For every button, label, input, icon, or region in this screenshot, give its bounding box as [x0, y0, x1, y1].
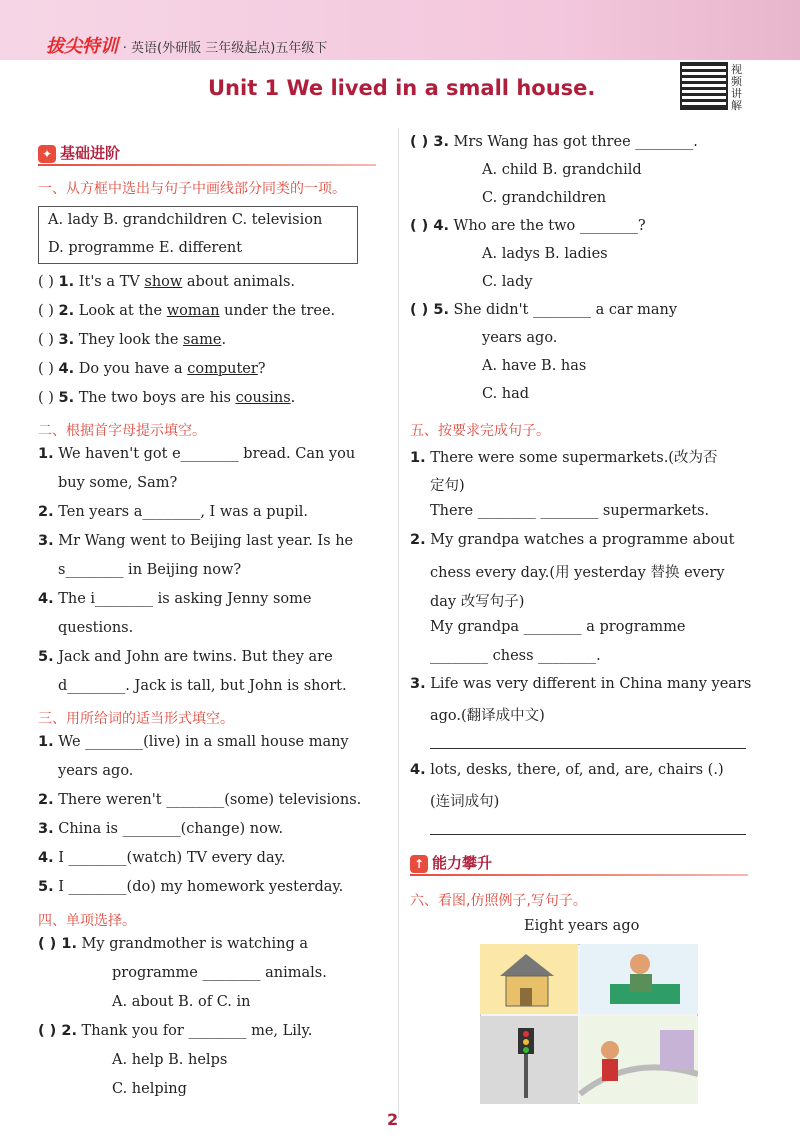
question-text: There weren't ________(some) televisions. — [53, 792, 362, 808]
question-line — [58, 763, 133, 779]
question-text: questions. — [58, 620, 134, 636]
question-line — [410, 532, 734, 548]
question-text: C. grandchildren — [482, 190, 607, 206]
picture-caption: Eight years ago — [524, 918, 640, 934]
answer-bracket: ( ) — [38, 361, 59, 377]
underlined-word: computer — [187, 361, 258, 377]
part6-heading: 六、看图,仿照例子,写句子。 — [410, 893, 587, 909]
question-text: The two boys are his — [74, 390, 236, 406]
question-number: 1. — [38, 446, 54, 462]
answer-bracket: ( ) — [38, 332, 59, 348]
question-line — [410, 676, 751, 692]
question-text: China is ________(change) now. — [53, 821, 284, 837]
question-line — [430, 561, 725, 582]
question-line — [58, 562, 241, 578]
question-text: I ________(watch) TV every day. — [53, 850, 286, 866]
unit-title: Unit 1 We lived in a small house. — [208, 76, 596, 100]
question-text: Who are the two ________? — [448, 218, 646, 234]
header — [46, 32, 327, 58]
question-text: A. child B. grandchild — [482, 162, 642, 178]
question-text: Do you have a — [74, 361, 188, 377]
choice-line — [410, 302, 677, 318]
choice-line — [38, 1023, 312, 1039]
book-subtitle: · 英语(外研版 三年级起点)五年级下 — [122, 41, 328, 56]
question-text: We ________(live) in a small house many — [53, 734, 349, 750]
question-text: C. lady — [482, 274, 533, 290]
question-text: under the tree. — [219, 303, 336, 319]
question-text: ________ chess ________. — [430, 648, 601, 664]
choice-line — [410, 134, 698, 150]
question-text: A. about B. of C. in — [112, 994, 251, 1010]
section-underline — [38, 164, 376, 166]
question-text: buy some, Sam? — [58, 475, 178, 491]
question-number: 1. — [38, 734, 54, 750]
question-line — [38, 390, 295, 406]
question-text: We haven't got e________ bread. Can you — [53, 446, 356, 462]
rocket-icon: ↑ — [410, 855, 428, 873]
choice-line — [112, 1052, 227, 1068]
choice-line — [482, 358, 586, 374]
question-line — [430, 474, 465, 495]
question-text: years ago. — [482, 330, 558, 346]
question-number: 4. — [38, 850, 54, 866]
question-number: 2. — [58, 303, 75, 319]
question-line — [38, 821, 283, 837]
brand-logo: 拔尖特训 — [46, 36, 118, 57]
question-line — [410, 762, 724, 778]
part1-heading: 一、从方框中选出与句子中画线部分同类的一项。 — [38, 181, 346, 197]
answer-line[interactable] — [430, 834, 746, 835]
question-text: ago.(翻译成中文) — [430, 708, 545, 724]
question-line — [38, 734, 349, 750]
choice-line — [482, 246, 608, 262]
question-text: She didn't ________ a car many — [448, 302, 678, 318]
question-number: ( ) 1. — [38, 936, 77, 952]
underlined-word: same — [183, 332, 222, 348]
question-text: . — [290, 390, 296, 406]
question-text: Ten years a________, I was a pupil. — [53, 504, 309, 520]
qr-label: 视频讲解 — [731, 63, 742, 112]
question-text: lots, desks, there, of, and, are, chairs (.) — [425, 762, 724, 778]
question-text: My grandmother is watching a — [76, 936, 308, 952]
question-text: Mr Wang went to Beijing last year. Is he — [53, 533, 354, 549]
column-divider — [398, 128, 399, 1118]
answer-bracket: ( ) — [38, 390, 59, 406]
question-number: 5. — [38, 879, 54, 895]
question-line — [38, 361, 266, 377]
question-number: ( ) 5. — [410, 302, 449, 318]
question-number: 4. — [38, 591, 54, 607]
choice-line — [112, 994, 250, 1010]
question-number: 2. — [38, 504, 54, 520]
question-text: I ________(do) my homework yesterday. — [53, 879, 344, 895]
answer-bracket: ( ) — [38, 303, 59, 319]
question-text: years ago. — [58, 763, 134, 779]
question-number: 4. — [410, 762, 426, 778]
question-line — [38, 533, 353, 549]
question-line — [430, 790, 499, 811]
question-line — [58, 475, 177, 491]
question-number: 4. — [58, 361, 75, 377]
choice-line — [112, 965, 327, 981]
question-text: A. have B. has — [482, 358, 587, 374]
runner-icon: ✦ — [38, 145, 56, 163]
question-text: Life was very different in China many years — [425, 676, 752, 692]
question-number: 2. — [410, 532, 426, 548]
question-number: 1. — [58, 274, 75, 290]
question-text: They look the — [74, 332, 184, 348]
question-text: Jack and John are twins. But they are — [53, 649, 333, 665]
choice-line — [38, 936, 308, 952]
question-text: C. had — [482, 386, 530, 402]
question-line — [58, 620, 133, 636]
question-text: Mrs Wang has got three ________. — [448, 134, 698, 150]
question-line — [58, 678, 347, 694]
section-underline — [410, 874, 748, 876]
choice-line — [482, 190, 606, 206]
underlined-word: show — [144, 274, 183, 290]
word-box-line: D. programme E. different — [48, 240, 243, 256]
question-line — [38, 274, 295, 290]
question-number: 3. — [410, 676, 426, 692]
question-line — [38, 303, 335, 319]
section-advanced-label: 能力攀升 — [432, 854, 493, 872]
question-text: ? — [257, 361, 266, 377]
question-text: 定句) — [430, 478, 465, 494]
question-text: . — [221, 332, 227, 348]
page-number: 2 — [387, 1110, 399, 1129]
question-text: s________ in Beijing now? — [58, 562, 242, 578]
question-text: about animals. — [182, 274, 296, 290]
question-line — [430, 619, 685, 635]
question-text: There ________ ________ supermarkets. — [430, 503, 710, 519]
question-line — [38, 792, 361, 808]
qr-code[interactable] — [680, 62, 728, 110]
question-line — [38, 649, 333, 665]
question-text: day 改写句子) — [430, 594, 525, 610]
part3-heading: 三、用所给词的适当形式填空。 — [38, 711, 234, 727]
question-line — [38, 446, 355, 462]
question-line — [38, 850, 285, 866]
question-number: 3. — [38, 533, 54, 549]
question-line — [38, 504, 308, 520]
question-text: It's a TV — [74, 274, 145, 290]
question-text: (连词成句) — [430, 794, 500, 810]
question-line — [430, 704, 545, 725]
underlined-word: cousins — [235, 390, 291, 406]
question-number: 2. — [38, 792, 54, 808]
section-basic-label: 基础进阶 — [60, 144, 121, 162]
answer-line[interactable] — [430, 748, 746, 749]
question-number: ( ) 4. — [410, 218, 449, 234]
question-text: d________. Jack is tall, but John is short. — [58, 678, 347, 694]
choice-line — [482, 162, 642, 178]
question-line — [410, 446, 717, 467]
question-text: A. help B. helps — [112, 1052, 228, 1068]
answer-bracket: ( ) — [38, 274, 59, 290]
question-number: 5. — [38, 649, 54, 665]
question-number: ( ) 2. — [38, 1023, 77, 1039]
question-text: chess every day.(用 yesterday 替换 every — [430, 565, 725, 581]
question-line — [430, 590, 524, 611]
choice-line — [410, 218, 646, 234]
question-line — [430, 503, 709, 519]
part4-heading: 四、单项选择。 — [38, 913, 136, 929]
choice-line — [112, 1081, 187, 1097]
question-number: 5. — [58, 390, 75, 406]
choice-line — [482, 330, 557, 346]
question-line — [38, 591, 311, 607]
word-box-line: A. lady B. grandchildren C. television — [48, 212, 323, 228]
question-line — [430, 648, 601, 664]
section-advanced — [410, 852, 492, 873]
question-number: 1. — [410, 450, 426, 466]
question-number: 3. — [38, 821, 54, 837]
choice-line — [482, 274, 533, 290]
question-number: 3. — [58, 332, 75, 348]
question-text: My grandpa watches a programme about — [425, 532, 735, 548]
question-text: C. helping — [112, 1081, 187, 1097]
question-text: There were some supermarkets.(改为否 — [425, 450, 718, 466]
question-text: Look at the — [74, 303, 167, 319]
question-text: A. ladys B. ladies — [482, 246, 608, 262]
question-text: programme ________ animals. — [112, 965, 327, 981]
question-line — [38, 332, 226, 348]
part5-heading: 五、按要求完成句子。 — [410, 423, 550, 439]
question-line — [38, 879, 343, 895]
question-number: ( ) 3. — [410, 134, 449, 150]
part2-heading: 二、根据首字母提示填空。 — [38, 423, 206, 439]
section-basic — [38, 142, 120, 163]
underlined-word: woman — [166, 303, 220, 319]
past-scene-picture — [480, 944, 698, 1104]
question-text: Thank you for ________ me, Lily. — [76, 1023, 313, 1039]
choice-line — [482, 386, 529, 402]
question-text: The i________ is asking Jenny some — [53, 591, 312, 607]
question-text: My grandpa ________ a programme — [430, 619, 686, 635]
